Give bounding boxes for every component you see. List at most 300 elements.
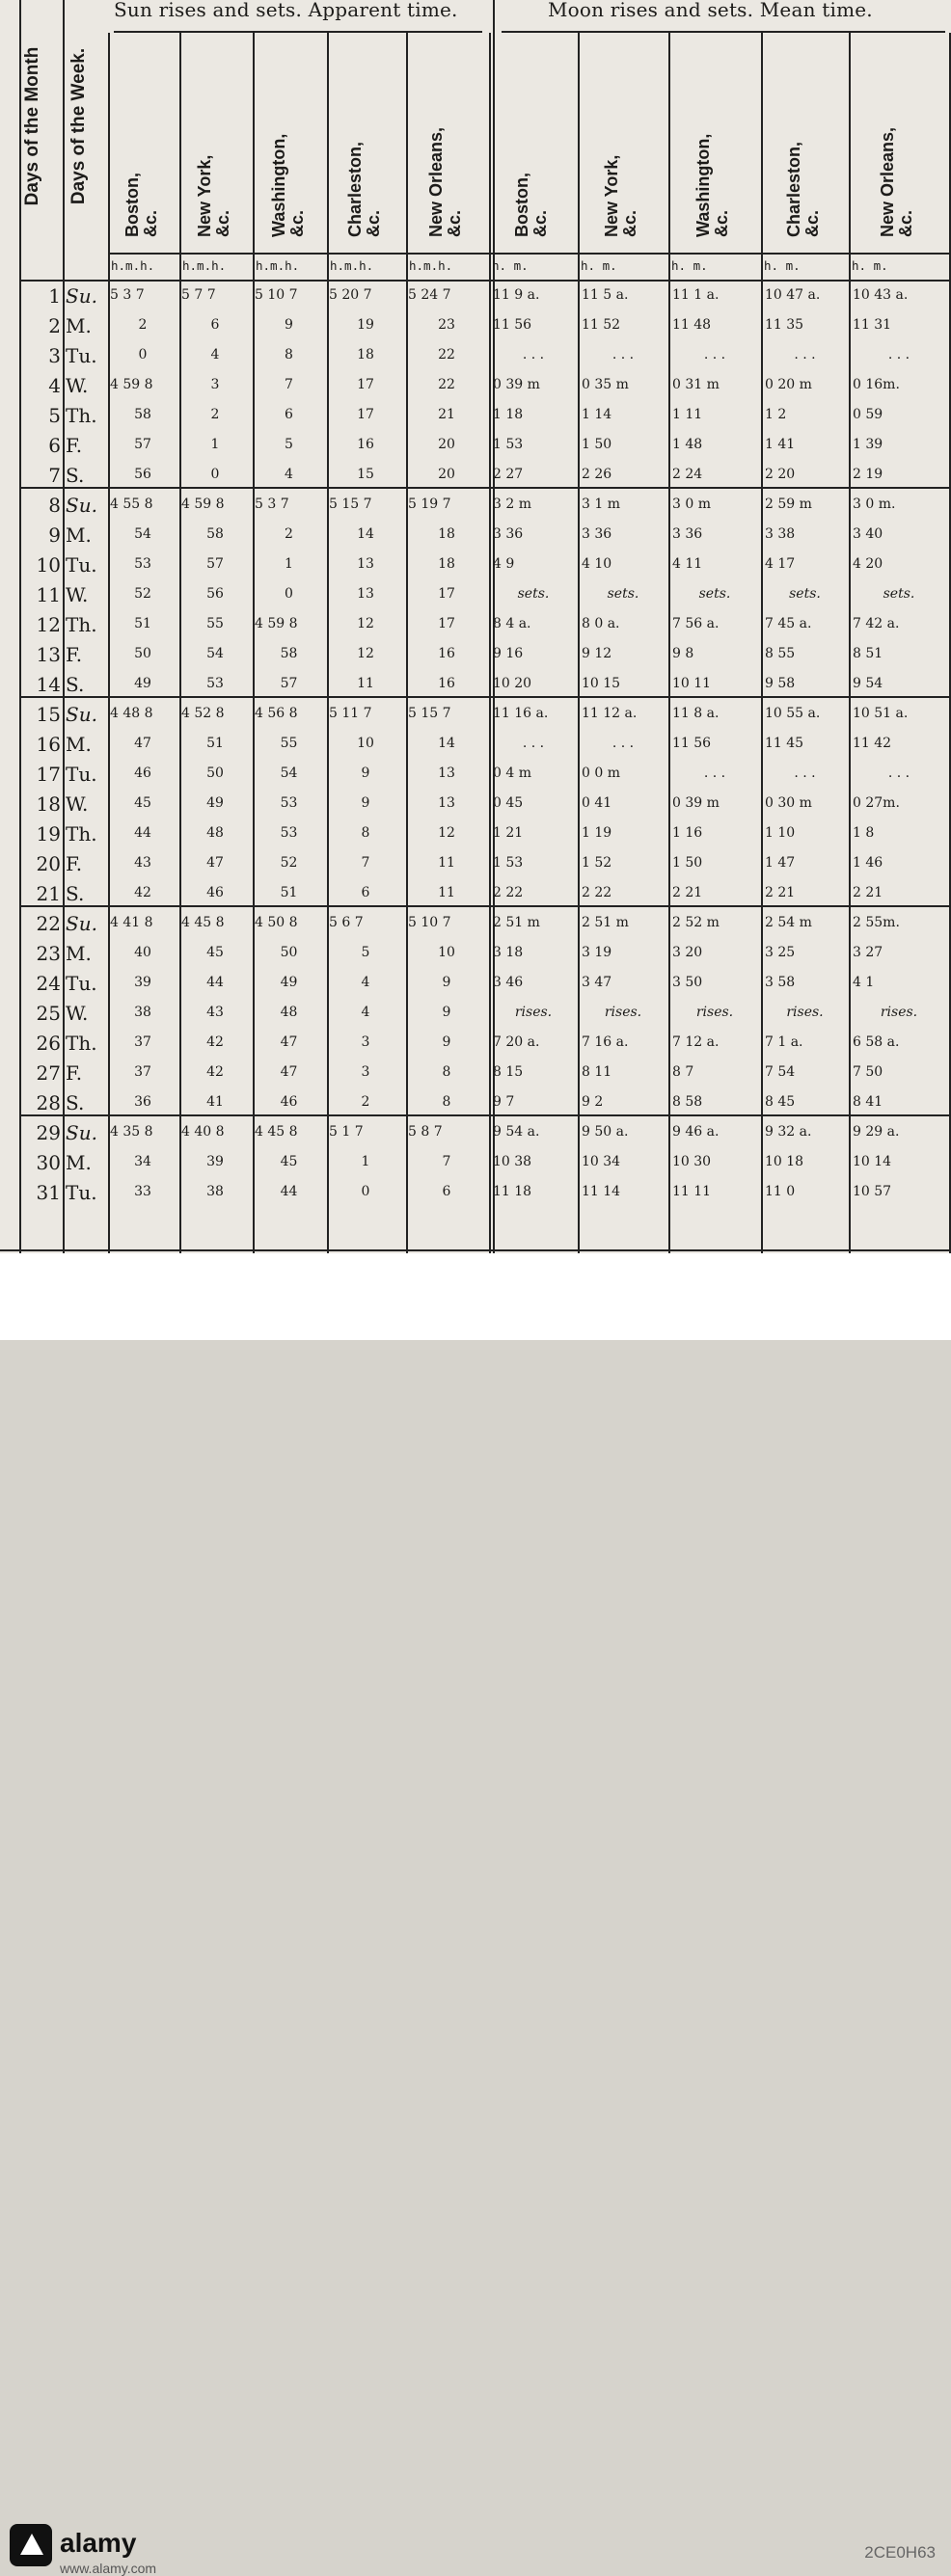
table-cell: 8 55 [765, 646, 796, 661]
table-cell: 4 [210, 347, 220, 362]
table-cell: 4 50 8 [255, 915, 298, 930]
table-cell: 11 8 a. [672, 706, 720, 721]
sun-group-brace [114, 31, 482, 33]
table-cell: 0 4 m [493, 765, 531, 781]
table-cell: 11 56 [493, 317, 532, 333]
table-row [0, 1088, 951, 1118]
table-cell: 5 20 7 [329, 287, 372, 303]
table-row [0, 760, 951, 790]
table-cell: 1 2 [765, 407, 787, 422]
table-cell: 3 36 [493, 526, 524, 542]
days-of-month-label: Days of the Month [22, 46, 42, 206]
table-cell: 4 48 8 [110, 706, 153, 721]
table-cell: 45 [134, 795, 151, 811]
table-cell: rises. [604, 1005, 642, 1020]
table-row [0, 521, 951, 550]
table-row [0, 282, 951, 311]
day-of-month: 16 [36, 733, 61, 756]
table-cell: 11 12 a. [582, 706, 638, 721]
table-cell: 14 [357, 526, 374, 542]
day-of-month: 12 [36, 613, 61, 636]
table-cell: 55 [206, 616, 224, 631]
day-of-week: W. [66, 1002, 89, 1025]
table-row [0, 401, 951, 431]
table-cell: 8 11 [582, 1064, 612, 1080]
day-of-month: 5 [48, 404, 61, 427]
table-cell: 9 [361, 765, 370, 781]
unit-label: h.m.h. [256, 258, 300, 273]
day-of-week: S. [66, 1091, 85, 1114]
table-cell: 4 56 8 [255, 706, 298, 721]
table-cell: 3 1 m [582, 496, 620, 512]
day-of-month: 3 [48, 344, 61, 367]
table-cell: 2 [138, 317, 148, 333]
table-cell: 9 32 a. [765, 1124, 812, 1140]
table-cell: 54 [280, 765, 298, 781]
table-row [0, 670, 951, 700]
table-cell: 53 [280, 795, 298, 811]
table-cell: 37 [134, 1064, 151, 1080]
table-cell: 10 43 a. [853, 287, 909, 303]
table-cell: 0 0 m [582, 765, 620, 781]
table-cell: 8 4 a. [493, 616, 531, 631]
table-cell: 1 52 [582, 855, 612, 871]
table-cell: 17 [357, 377, 374, 392]
table-cell: 11 35 [765, 317, 804, 333]
table-cell: 9 12 [582, 646, 612, 661]
table-row [0, 999, 951, 1029]
table-cell: 8 58 [672, 1094, 703, 1110]
unit-label: h. m. [852, 258, 888, 273]
unit-label: h. m. [671, 258, 708, 273]
table-cell: 41 [206, 1094, 224, 1110]
table-cell: 1 [285, 556, 293, 572]
table-cell: 0 30 m [765, 795, 812, 811]
table-cell: 2 20 [765, 467, 796, 482]
table-cell: 10 57 [853, 1184, 892, 1199]
table-cell: 3 20 [672, 945, 703, 960]
table-cell: 51 [280, 885, 298, 900]
table-cell: 4 10 [582, 556, 612, 572]
table-cell: 10 55 a. [765, 706, 821, 721]
table-cell: 8 [442, 1064, 451, 1080]
day-of-month: 22 [36, 912, 61, 935]
table-cell: 46 [206, 885, 224, 900]
day-of-month: 24 [36, 972, 61, 995]
table-cell: 52 [134, 586, 151, 602]
table-cell: . . . [794, 347, 816, 362]
table-cell: 10 15 [582, 676, 621, 691]
table-cell: rises. [880, 1005, 918, 1020]
header-rule [108, 253, 949, 255]
table-cell: 3 50 [672, 975, 703, 990]
day-of-week: S. [66, 673, 85, 696]
table-cell: 11 1 a. [672, 287, 720, 303]
day-of-week: Tu. [66, 553, 97, 577]
table-cell: 38 [134, 1005, 151, 1020]
table-cell: 42 [206, 1034, 224, 1050]
day-of-month: 4 [48, 374, 61, 397]
table-row [0, 879, 951, 909]
table-cell: 4 17 [765, 556, 796, 572]
day-of-week: Su. [66, 912, 97, 935]
table-cell: 5 8 7 [408, 1124, 443, 1140]
table-cell: 52 [280, 855, 298, 871]
table-cell: 12 [357, 646, 374, 661]
days-of-week-label: Days of the Week. [68, 47, 89, 205]
table-cell: 54 [134, 526, 151, 542]
table-cell: 9 [361, 795, 370, 811]
table-cell: 39 [134, 975, 151, 990]
table-cell: 4 [285, 467, 293, 482]
table-cell: 5 15 7 [329, 496, 372, 512]
table-cell: 47 [134, 736, 151, 751]
table-cell: sets. [698, 586, 731, 602]
table-cell: 11 56 [672, 736, 712, 751]
column-header: New Orleans, &c. [878, 126, 915, 237]
table-cell: 1 48 [672, 437, 703, 452]
table-cell: 11 42 [853, 736, 892, 751]
table-cell: 4 41 8 [110, 915, 153, 930]
table-cell: 9 50 a. [582, 1124, 629, 1140]
table-cell: 9 46 a. [672, 1124, 720, 1140]
table-cell: 1 53 [493, 855, 524, 871]
table-cell: 3 0 m [672, 496, 711, 512]
table-cell: 46 [280, 1094, 298, 1110]
day-of-month: 9 [48, 523, 61, 547]
table-cell: 7 16 a. [582, 1034, 629, 1050]
day-of-month: 6 [48, 434, 61, 457]
table-cell: 12 [357, 616, 374, 631]
column-header: New Orleans, &c. [426, 126, 464, 237]
table-cell: 8 45 [765, 1094, 796, 1110]
table-cell: 57 [206, 556, 224, 572]
table-cell: 3 47 [582, 975, 612, 990]
table-cell: 4 55 8 [110, 496, 153, 512]
table-cell: . . . [522, 736, 545, 751]
table-cell: 51 [134, 616, 151, 631]
day-of-week: M. [66, 733, 92, 756]
table-cell: rises. [695, 1005, 734, 1020]
table-cell: 11 11 [672, 1184, 712, 1199]
table-cell: 56 [134, 467, 151, 482]
table-row [0, 790, 951, 819]
table-cell: 4 45 8 [181, 915, 225, 930]
table-cell: 5 10 7 [408, 915, 451, 930]
table-cell: 16 [438, 676, 455, 691]
table-cell: 1 41 [765, 437, 796, 452]
table-cell: 22 [438, 347, 455, 362]
table-cell: 2 22 [493, 885, 524, 900]
table-cell: 3 36 [582, 526, 612, 542]
moon-group-title: Moon rises and sets. Mean time. [548, 0, 873, 21]
table-cell: 9 2 [582, 1094, 604, 1110]
table-cell: 10 38 [493, 1154, 532, 1169]
table-cell: 0 16m. [853, 377, 900, 392]
table-cell: 43 [134, 855, 151, 871]
table-row [0, 700, 951, 730]
table-cell: 50 [206, 765, 224, 781]
table-row [0, 939, 951, 969]
day-of-week: Tu. [66, 972, 97, 995]
table-cell: 9 54 [853, 676, 883, 691]
day-of-week: Tu. [66, 344, 97, 367]
table-row [0, 1118, 951, 1148]
day-of-month: 27 [36, 1061, 61, 1085]
table-cell: 2 51 m [582, 915, 629, 930]
table-cell: 7 12 a. [672, 1034, 720, 1050]
table-cell: 1 50 [672, 855, 703, 871]
table-cell: 3 36 [672, 526, 703, 542]
day-of-month: 30 [36, 1151, 61, 1174]
table-cell: 5 15 7 [408, 706, 451, 721]
table-cell: 4 1 [853, 975, 875, 990]
table-cell: 8 [285, 347, 293, 362]
sun-group-title: Sun rises and sets. Apparent time. [114, 0, 458, 21]
table-cell: 49 [134, 676, 151, 691]
table-cell: 11 [438, 885, 455, 900]
table-cell: 57 [280, 676, 298, 691]
table-cell: 58 [280, 646, 298, 661]
table-cell: 3 38 [765, 526, 796, 542]
table-cell: 18 [438, 526, 455, 542]
table-cell: 3 40 [853, 526, 883, 542]
table-cell: 1 46 [853, 855, 883, 871]
table-cell: 6 58 a. [853, 1034, 900, 1050]
table-row [0, 610, 951, 640]
table-cell: 9 16 [493, 646, 524, 661]
table-cell: 0 20 m [765, 377, 812, 392]
table-cell: . . . [611, 736, 635, 751]
table-cell: . . . [887, 347, 910, 362]
day-of-month: 15 [36, 703, 61, 726]
table-cell: 7 [442, 1154, 451, 1169]
table-cell: 55 [280, 736, 298, 751]
day-of-week: W. [66, 792, 89, 816]
table-cell: 11 48 [672, 317, 712, 333]
table-cell: 49 [206, 795, 224, 811]
table-cell: 53 [280, 825, 298, 841]
table-cell: 5 3 7 [255, 496, 289, 512]
table-cell: 8 15 [493, 1064, 524, 1080]
table-cell: 1 11 [672, 407, 703, 422]
table-cell: 34 [134, 1154, 151, 1169]
table-cell: 53 [206, 676, 224, 691]
table-cell: 4 20 [853, 556, 883, 572]
table-cell: 1 21 [493, 825, 524, 841]
brand-name: alamy [60, 2528, 137, 2558]
table-cell: 0 35 m [582, 377, 629, 392]
day-of-week: M. [66, 942, 92, 965]
table-cell: 4 45 8 [255, 1124, 298, 1140]
table-cell: 5 [285, 437, 293, 452]
day-of-week: Th. [66, 822, 97, 845]
table-cell: 7 [361, 855, 370, 871]
table-cell: 45 [280, 1154, 298, 1169]
table-cell: 8 51 [853, 646, 883, 661]
day-of-week: W. [66, 374, 89, 397]
table-cell: 0 41 [582, 795, 612, 811]
table-cell: 17 [438, 616, 455, 631]
table-cell: 3 19 [582, 945, 612, 960]
day-of-week: Su. [66, 1121, 97, 1144]
table-cell: 3 58 [765, 975, 796, 990]
table-cell: 4 35 8 [110, 1124, 153, 1140]
table-row [0, 819, 951, 849]
table-cell: 3 18 [493, 945, 524, 960]
table-cell: 9 [285, 317, 293, 333]
table-cell: 9 7 [493, 1094, 515, 1110]
table-cell: 2 51 m [493, 915, 540, 930]
table-cell: 11 5 a. [582, 287, 629, 303]
table-cell: 21 [438, 407, 455, 422]
table-cell: 7 42 a. [853, 616, 900, 631]
day-of-week: F. [66, 852, 83, 875]
table-cell: 5 11 7 [329, 706, 372, 721]
table-cell: 18 [438, 556, 455, 572]
table-cell: 7 [285, 377, 293, 392]
table-cell: 8 41 [853, 1094, 883, 1110]
day-of-month: 26 [36, 1032, 61, 1055]
table-cell: 11 [357, 676, 374, 691]
table-cell: 16 [357, 437, 374, 452]
table-cell: 1 [210, 437, 220, 452]
table-cell: 3 [210, 377, 220, 392]
day-of-week: S. [66, 882, 85, 905]
table-cell: 0 45 [493, 795, 524, 811]
table-cell: 47 [280, 1064, 298, 1080]
table-cell: 8 0 a. [582, 616, 620, 631]
table-cell: 10 20 [493, 676, 532, 691]
table-cell: . . . [703, 765, 726, 781]
table-cell: 13 [357, 586, 374, 602]
table-cell: 15 [357, 467, 374, 482]
table-cell: 1 [361, 1154, 370, 1169]
table-cell: 44 [134, 825, 151, 841]
table-cell: 42 [206, 1064, 224, 1080]
table-row [0, 849, 951, 879]
table-cell: 5 7 7 [181, 287, 216, 303]
table-cell: 17 [357, 407, 374, 422]
table-cell: 23 [438, 317, 455, 333]
table-cell: 19 [357, 317, 374, 333]
table-cell: 5 10 7 [255, 287, 298, 303]
table-cell: 38 [206, 1184, 224, 1199]
table-cell: 1 39 [853, 437, 883, 452]
day-of-month: 25 [36, 1002, 61, 1025]
table-cell: 5 19 7 [408, 496, 451, 512]
table-cell: 3 2 m [493, 496, 531, 512]
day-of-month: 21 [36, 882, 61, 905]
table-cell: 33 [134, 1184, 151, 1199]
column-header: Washington, &c. [268, 133, 307, 237]
table-cell: 2 21 [765, 885, 796, 900]
table-cell: 57 [134, 437, 151, 452]
table-cell: 47 [280, 1034, 298, 1050]
table-cell: 2 22 [582, 885, 612, 900]
column-header: Boston, &c. [512, 173, 550, 237]
table-cell: 44 [206, 975, 224, 990]
day-of-week: M. [66, 1151, 92, 1174]
table-cell: 2 21 [672, 885, 703, 900]
table-row [0, 1059, 951, 1088]
table-cell: 0 [285, 586, 293, 602]
day-of-week: F. [66, 434, 83, 457]
table-cell: sets. [517, 586, 550, 602]
table-cell: 1 16 [672, 825, 703, 841]
table-cell: 56 [206, 586, 224, 602]
table-cell: 44 [280, 1184, 298, 1199]
almanac-page [0, 0, 951, 1253]
table-cell: rises. [786, 1005, 824, 1020]
table-cell: 0 [361, 1184, 370, 1199]
table-cell: 4 [361, 1005, 370, 1020]
table-cell: 3 0 m. [853, 496, 896, 512]
table-cell: 10 34 [582, 1154, 621, 1169]
table-cell: 11 14 [582, 1184, 621, 1199]
table-cell: 5 6 7 [329, 915, 364, 930]
table-cell: 3 27 [853, 945, 883, 960]
table-cell: 2 [361, 1094, 370, 1110]
table-cell: 6 [361, 885, 370, 900]
table-row [0, 730, 951, 760]
table-cell: 1 53 [493, 437, 524, 452]
table-cell: 11 52 [582, 317, 621, 333]
table-cell: 10 51 a. [853, 706, 909, 721]
table-cell: 9 29 a. [853, 1124, 900, 1140]
table-cell: 20 [438, 437, 455, 452]
table-cell: 3 [361, 1064, 370, 1080]
table-cell: 9 8 [672, 646, 694, 661]
table-cell: 6 [285, 407, 293, 422]
table-cell: 4 40 8 [181, 1124, 225, 1140]
day-of-week: S. [66, 464, 85, 487]
day-of-week: Su. [66, 494, 97, 517]
day-of-month: 28 [36, 1091, 61, 1114]
table-cell: 10 [438, 945, 455, 960]
table-cell: 1 19 [582, 825, 612, 841]
table-row [0, 371, 951, 401]
day-of-month: 8 [48, 494, 61, 517]
table-cell: 3 46 [493, 975, 524, 990]
table-cell: 7 56 a. [672, 616, 720, 631]
table-cell: 8 [361, 825, 370, 841]
table-cell: 2 59 m [765, 496, 812, 512]
day-of-month: 1 [48, 284, 61, 308]
table-cell: 5 24 7 [408, 287, 451, 303]
table-cell: 54 [206, 646, 224, 661]
table-cell: 48 [206, 825, 224, 841]
table-cell: 58 [206, 526, 224, 542]
table-cell: 4 9 [493, 556, 515, 572]
table-cell: . . . [703, 347, 726, 362]
table-row [0, 640, 951, 670]
table-cell: . . . [887, 765, 910, 781]
table-cell: sets. [883, 586, 915, 602]
alamy-logo-icon [10, 2524, 52, 2566]
table-cell: rises. [514, 1005, 553, 1020]
table-cell: 0 39 m [493, 377, 540, 392]
day-of-week: M. [66, 523, 92, 547]
table-row [0, 341, 951, 371]
table-cell: 7 20 a. [493, 1034, 540, 1050]
table-cell: 53 [134, 556, 151, 572]
table-cell: 0 [210, 467, 220, 482]
table-cell: 10 11 [672, 676, 712, 691]
table-cell: 49 [280, 975, 298, 990]
table-cell: 5 3 7 [110, 287, 145, 303]
table-cell: 50 [134, 646, 151, 661]
